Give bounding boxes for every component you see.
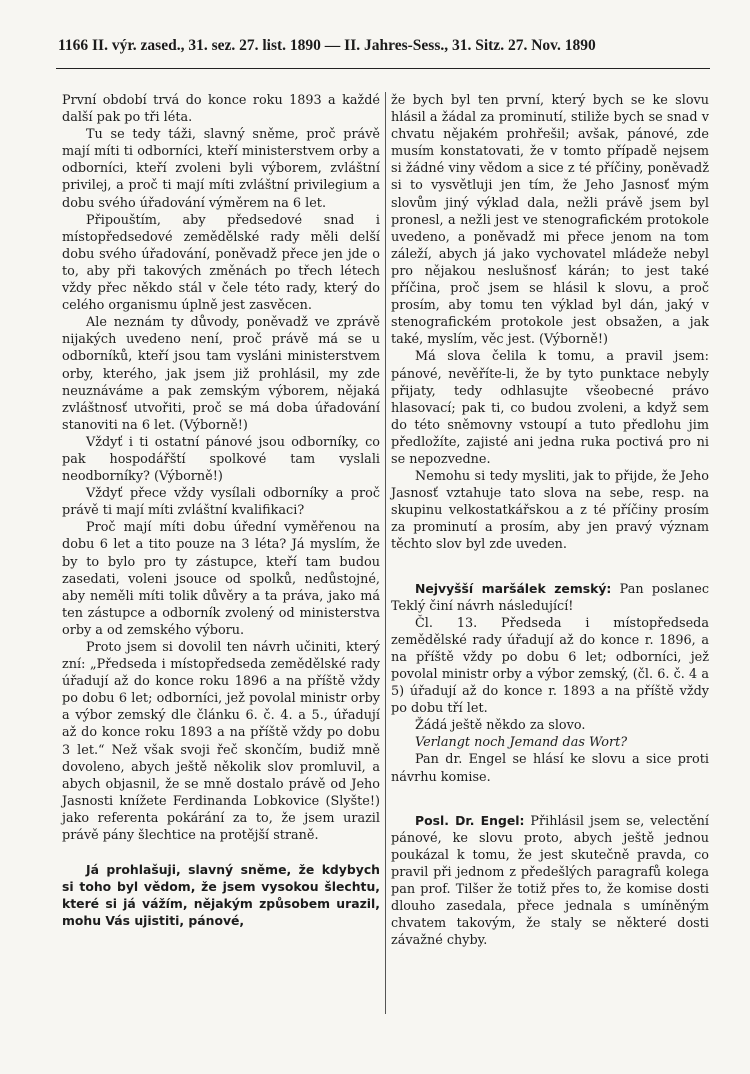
paragraph-text: Proč mají míti dobu úřední vyměřenou na dobu 6 let a tito pouze na 3 léta? Já myslím, že by to bylo pro ty zástupce, kteří tam budou zasedati, voleni jsouce od spolků, nedůstojné, aby neměli míti tolik důvěry a ta práva, jako má ten zástupce a odborník zvolený od ministerstva orby a od zemského výboru. bbox=[62, 520, 380, 638]
paragraph bbox=[62, 314, 380, 434]
paragraph-text: Žádá ještě někdo za slovo. bbox=[415, 718, 586, 734]
paragraph bbox=[391, 580, 709, 615]
paragraph-text: že bych byl ten první, který bych se ke slovu hlásil a žádal za prominutí, stiliže bych se snad v chvatu nějakém prohřešil; avšak, pánové, zde musím konstatovati, že v tomto případě nejsem si žádné viny vědom a sice z té příčiny, poněvadž si to vysvětluji jen tím, že Jeho Jasnosť mým slovům jiný výklad dala, nežli právě jsem byl pronesl, a nežli jest ve stenografickém protokole uvedeno, a poněvadž mi přece jenom na tom záleží, abych já jako vychovatel mládeže nebyl pro nějakou neslušnosť kárán; to jest také příčina, proč jsem se hlásil k slovu, a proč prosím, aby tomu ten výklad byl dán, jaký v stenografickém protokole jest obsažen, a jak také, myslím, věc jest. (Výborně!) bbox=[391, 93, 709, 348]
paragraph bbox=[62, 485, 380, 519]
paragraph bbox=[62, 212, 380, 315]
paragraph-text: Verlangt noch Jemand das Wort? bbox=[415, 735, 628, 751]
paragraph bbox=[62, 861, 380, 929]
paragraph bbox=[62, 92, 380, 126]
paragraph-text: Vždyť i ti ostatní pánové jsou odborníky, co pak hospodářští spolkové tam vyslali neodborníky? (Výborně!) bbox=[62, 434, 380, 485]
paragraph-text: Nemohu si tedy mysliti, jak to přijde, že Jeho Jasnosť vztahuje tato slova na sebe, resp. na skupinu velkostatkářskou a z té příčiny prosím za prominutí a prosím, aby jen pravý význam těchto slov byl zde uveden. bbox=[391, 469, 709, 553]
paragraph bbox=[391, 717, 709, 734]
paragraph bbox=[62, 434, 380, 485]
speaker-label: Posl. Dr. Engel: bbox=[415, 812, 525, 828]
paragraph-text: Já prohlašuji, slavný sněme, že kdybych si toho byl vědom, že jsem vysokou šlechtu, které si já vážím, nějakým způsobem urazil, mohu Vás ujistiti, pánové, bbox=[62, 862, 380, 929]
paragraph-text: Pan dr. Engel se hlásí ke slovu a sice proti návrhu komise. bbox=[391, 752, 709, 785]
paragraph bbox=[62, 519, 380, 639]
paragraph bbox=[391, 615, 709, 718]
paragraph bbox=[391, 751, 709, 785]
paragraph-text: Vždyť přece vždy vysílali odborníky a proč právě ti mají míti zvláštní kvalifikaci? bbox=[62, 486, 380, 519]
paragraph bbox=[62, 126, 380, 211]
paragraph-text: Pan poslanec Teklý činí návrh následující! bbox=[391, 581, 709, 614]
paragraph-text: Přihlásil jsem se, velectění pánové, ke slovu proto, abych ještě jednou poukázal k tomu, že jest skutečně pravda, co pravil při jednom z předešlých paragrafů kolega pan prof. Tilšer že totiž přes to, že komise dosti dlouho zasedala, přece jednala s umíněným chvatem takovým, že staly se některé dosti závažné chyby. bbox=[391, 813, 709, 949]
page-header: 1166 II. výr. zased., 31. sez. 27. list. 1890 — II. Jahres-Sess., 31. Sitz. 27. Nov. 1890 bbox=[58, 37, 596, 54]
paragraph-text: Tu se tedy táži, slavný sněme, proč právě mají míti ti odborníci, kteří ministerstvem orby a odborníci, kteří zvoleni byli výborem, zvláštní privilej, a proč ti mají míti zvláštní privilegium a dobu svého úřadování výměrem na 6 let. bbox=[62, 127, 380, 211]
paragraph-text: První období trvá do konce roku 1893 a každé další pak po tři léta. bbox=[62, 93, 380, 126]
column-divider bbox=[385, 92, 386, 1014]
paragraph-text: Připouštím, aby předsedové snad i místopředsedové zemědělské rady měli delší dobu svého úřadování, poněvadž přece jen jde o to, aby při takových změnách po třech létech vždy přec někdo stál v čele této rady, který do celého organismu úplně jest zasvěcen. bbox=[62, 212, 380, 314]
paragraph bbox=[391, 92, 709, 348]
paragraph bbox=[391, 468, 709, 553]
paragraph-text: Proto jsem si dovolil ten návrh učiniti, který zní: „Předseda i místopředseda zemědělské rady úřadují až do konce roku 1896 a na příště vždy po dobu 6 let; odborníci, jež povolal ministr orby a výbor zemský dle článku 6. č. 4. a 5., úřadují až do konce roku 1893 a na příště vždy po dobu 3 let.“ Než však svoji řeč skončím, budiž mně dovoleno, abych ještě několik slov promluvil, a abych objasnil, že se mně dostalo právě od Jeho Jasnosti knížete Ferdinanda Lobkovice (Slyšte!) jako referenta pokárání za to, že jsem urazil právě pány šlechtice na protější straně. bbox=[62, 640, 380, 844]
paragraph bbox=[391, 734, 709, 751]
right-column bbox=[391, 92, 709, 949]
paragraph-text: Čl. 13. Předseda i místopředseda zemědělské rady úřadují až do konce r. 1896, a na příště vždy po dobu 6 let; odborníci, jež povolal ministr orby a výbor zemský, (čl. 6. č. 4 a 5) úřadují až do konce r. 1893 a na příště vždy po dobu tří let. bbox=[391, 615, 709, 717]
left-column bbox=[62, 92, 380, 930]
paragraph bbox=[62, 639, 380, 844]
paragraph-text: Má slova čelila k tomu, a pravil jsem: pánové, nevěříte-li, že by tyto punktace nebyly přijaty, tedy odhlasujte všeobecné právo hlasovací; pak ti, co budou zvoleni, a když sem do této sněmovny vstoupí a tuto předlohu jim předložíte, zajisté ani jedna ruka poctivá pro ni se nepozvedne. bbox=[391, 349, 709, 467]
paragraph bbox=[391, 348, 709, 468]
speaker-label: Nejvyšší maršálek zemský: bbox=[415, 580, 612, 596]
paragraph bbox=[391, 812, 709, 950]
paragraph-text: Ale neznám ty důvody, poněvadž ve zprávě nijakých uvedeno není, proč právě má se u odborníků, kteří jsou tam vysláni ministerstvem orby, kterého, jak jsem již prohlásil, my zde neuznáváme a pak zemským výborem, nějaká zvláštnosť utvořiti, proč se má doba úřadování stanoviti na 6 let. (Výborně!) bbox=[62, 315, 380, 433]
header-rule bbox=[56, 68, 710, 69]
